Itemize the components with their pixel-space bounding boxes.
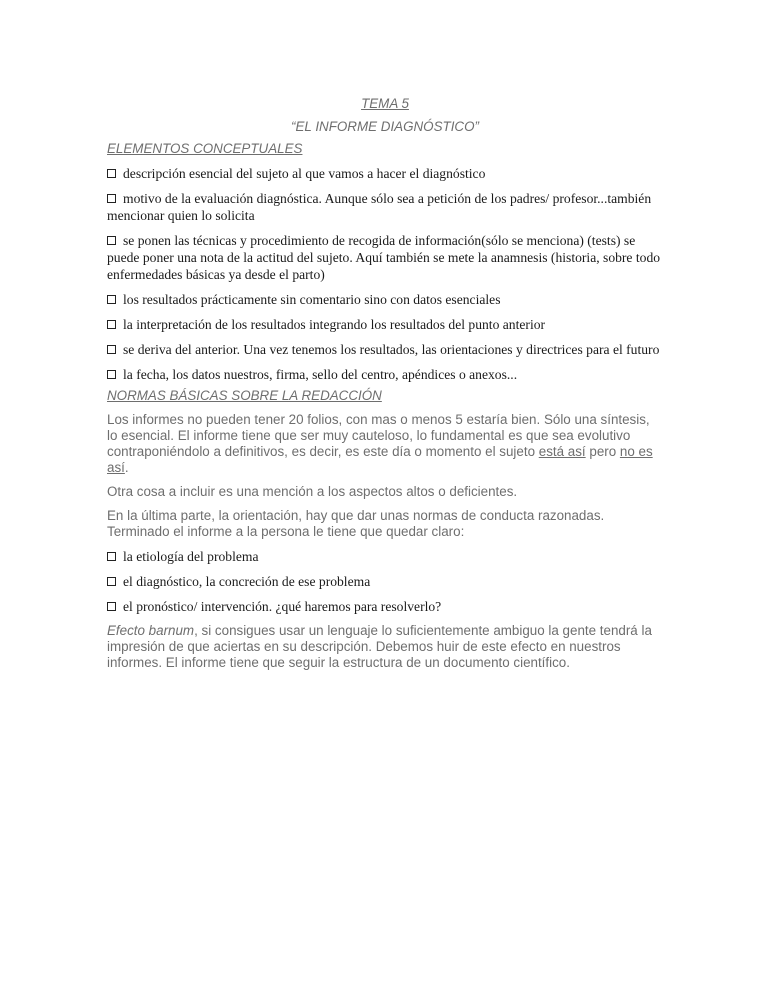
list-item bbox=[107, 573, 663, 590]
paragraph-text: Los informes no pueden tener 20 folios, con mas o menos 5 estaría bien. Sólo una síntesis, lo esencial. El informe tiene que ser muy cauteloso, lo fundamental es que sea evolutivo contraponiéndolo a definitivos, es decir, es este día o momento el sujeto bbox=[107, 412, 650, 459]
checkbox-icon bbox=[107, 320, 116, 329]
list-item bbox=[107, 165, 663, 182]
list-item bbox=[107, 316, 663, 333]
paragraph-efecto-barnum bbox=[107, 623, 663, 671]
page-title: TEMA 5 bbox=[361, 96, 409, 111]
checkbox-icon bbox=[107, 577, 116, 586]
list-item bbox=[107, 232, 663, 283]
paragraph-informes bbox=[107, 412, 663, 476]
checkbox-icon bbox=[107, 370, 116, 379]
document-page bbox=[107, 96, 663, 671]
underlined-text: está así bbox=[538, 444, 586, 459]
page-subtitle: “EL INFORME DIAGNÓSTICO” bbox=[291, 119, 479, 134]
list-item-text: se ponen las técnicas y procedimiento de recogida de información(sólo se menciona) (tests) se puede poner una nota de la actitud del sujeto. Aquí también se mete la anamnesis (historia, sobre todo enfermedades básicas ya desde el parto) bbox=[107, 233, 661, 282]
paragraph-text: . bbox=[124, 460, 129, 475]
checkbox-icon bbox=[107, 602, 116, 611]
list-item-text: los resultados prácticamente sin comentario sino con datos esenciales bbox=[123, 292, 501, 307]
checkbox-icon bbox=[107, 169, 116, 178]
list-item-text: motivo de la evaluación diagnóstica. Aunque sólo sea a petición de los padres/ profesor...también mencionar quien lo solicita bbox=[107, 191, 652, 223]
section-heading-normas: NORMAS BÁSICAS SOBRE LA REDACCIÓN bbox=[107, 388, 382, 403]
checkbox-icon bbox=[107, 194, 116, 203]
italic-term: Efecto barnum bbox=[107, 623, 195, 638]
paragraph-orientacion: En la última parte, la orientación, hay que dar unas normas de conducta razonadas. Terminado el informe a la persona le tiene que quedar claro: bbox=[107, 508, 605, 539]
list-item-text: se deriva del anterior. Una vez tenemos los resultados, las orientaciones y directrices para el futuro bbox=[123, 342, 660, 357]
list-item bbox=[107, 190, 663, 224]
list-item bbox=[107, 366, 663, 383]
list-item-text: descripción esencial del sujeto al que vamos a hacer el diagnóstico bbox=[123, 166, 486, 181]
list-item-text: la etiología del problema bbox=[123, 549, 259, 564]
list-item bbox=[107, 548, 663, 565]
paragraph-text: , si consigues usar un lenguaje lo suficientemente ambiguo la gente tendrá la impresión de que aciertas en su descripción. Debemos huir de este efecto en nuestros informes. El informe tiene que seguir la estructura de un documento científico. bbox=[107, 623, 652, 670]
conceptual-elements-list bbox=[107, 165, 663, 383]
checkbox-icon bbox=[107, 552, 116, 561]
list-item bbox=[107, 598, 663, 615]
paragraph-text: pero bbox=[585, 444, 620, 459]
paragraph-otra-cosa: Otra cosa a incluir es una mención a los aspectos altos o deficientes. bbox=[107, 484, 518, 499]
list-item-text: el diagnóstico, la concreción de ese problema bbox=[123, 574, 371, 589]
checkbox-icon bbox=[107, 295, 116, 304]
list-item-text: la interpretación de los resultados integrando los resultados del punto anterior bbox=[123, 317, 546, 332]
list-item bbox=[107, 341, 663, 358]
section-heading-elementos: ELEMENTOS CONCEPTUALES bbox=[107, 141, 303, 156]
list-item-text: el pronóstico/ intervención. ¿qué haremos para resolverlo? bbox=[123, 599, 442, 614]
checkbox-icon bbox=[107, 345, 116, 354]
list-item-text: la fecha, los datos nuestros, firma, sello del centro, apéndices o anexos... bbox=[123, 367, 518, 382]
list-item bbox=[107, 291, 663, 308]
checkbox-icon bbox=[107, 236, 116, 245]
underlined-text: no es así bbox=[107, 444, 653, 475]
orientation-list bbox=[107, 548, 663, 615]
